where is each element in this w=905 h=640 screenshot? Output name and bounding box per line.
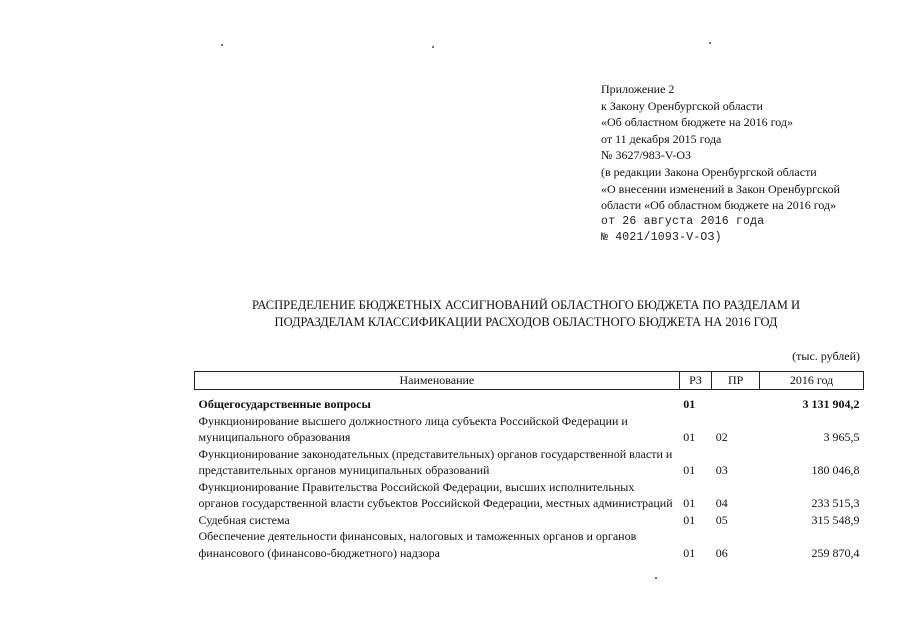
header-pr: ПР — [712, 372, 760, 390]
table-row — [195, 528, 864, 561]
row-amount: 315 548,9 — [811, 512, 860, 527]
table-row — [195, 512, 864, 529]
row-rz: 01 — [683, 463, 696, 477]
annex-line: от 11 декабря 2015 года — [601, 131, 722, 146]
row-amount: 3 965,5 — [823, 430, 860, 444]
row-name: Функционирование высшего должностного лица субъекта Российской Федерации и муниципального образования — [198, 413, 628, 444]
row-name: Общегосударственные вопросы — [198, 397, 371, 411]
annex-stamp-date: от 26 августа 2016 года — [601, 214, 765, 228]
row-rz: 01 — [683, 430, 696, 444]
row-pr: 06 — [715, 545, 728, 560]
table-row — [195, 413, 864, 446]
table-header-row — [195, 372, 864, 390]
row-name: Судебная система — [198, 512, 290, 527]
annex-stamp-number: № 4021/1093-V-ОЗ) — [601, 231, 722, 245]
table-row — [195, 446, 864, 479]
table-row — [195, 390, 864, 413]
header-rz: РЗ — [679, 372, 712, 390]
units-label: (тыс. рублей) — [792, 349, 860, 363]
annex-line: № 3627/983-V-ОЗ — [601, 148, 692, 163]
annex-header — [601, 81, 881, 247]
scan-speck — [655, 577, 657, 579]
row-rz: 01 — [683, 545, 696, 560]
annex-line: «О внесении изменений в Закон Оренбургской — [601, 181, 840, 196]
row-amount: 180 046,8 — [811, 463, 860, 477]
row-pr: 05 — [715, 512, 728, 527]
row-name: Обеспечение деятельности финансовых, налоговых и таможенных органов и органов финансового (финансово-бюджетного) надзора — [198, 529, 637, 560]
annex-line: (в редакции Закона Оренбургской области — [601, 164, 817, 179]
row-pr — [712, 390, 760, 413]
row-name: Функционирование законодательных (представительных) органов государственной власти и представительных органов муниципальных образований — [198, 446, 673, 477]
row-name: Функционирование Правительства Российской Федерации, высших исполнительных органов государственной власти субъектов Российской Федерации, местных администраций — [198, 479, 673, 510]
scan-speck — [709, 42, 711, 44]
scan-speck — [221, 44, 223, 46]
row-amount: 3 131 904,2 — [802, 397, 860, 411]
annex-line: «Об областном бюджете на 2016 год» — [601, 115, 793, 130]
row-pr: 02 — [715, 430, 728, 444]
row-rz: 01 — [683, 512, 696, 527]
budget-table — [194, 371, 864, 561]
title-line: ПОДРАЗДЕЛАМ КЛАССИФИКАЦИИ РАСХОДОВ ОБЛАСТНОГО БЮДЖЕТА НА 2016 ГОД — [274, 315, 778, 329]
row-amount: 233 515,3 — [811, 496, 860, 510]
annex-line: к Закону Оренбургской области — [601, 98, 763, 113]
row-rz: 01 — [683, 397, 696, 411]
row-rz: 01 — [683, 496, 696, 510]
row-amount: 259 870,4 — [811, 545, 860, 560]
row-pr: 03 — [715, 463, 728, 477]
table-row — [195, 479, 864, 512]
annex-line: области «Об областном бюджете на 2016 год» — [601, 198, 837, 213]
scan-speck — [432, 46, 434, 48]
document-title — [190, 297, 862, 331]
annex-line: Приложение 2 — [601, 82, 675, 96]
title-line: РАСПРЕДЕЛЕНИЕ БЮДЖЕТНЫХ АССИГНОВАНИЙ ОБЛАСТНОГО БЮДЖЕТА ПО РАЗДЕЛАМ И — [252, 298, 800, 312]
header-year: 2016 год — [760, 372, 864, 390]
header-name: Наименование — [195, 372, 680, 390]
row-pr: 04 — [715, 496, 728, 510]
